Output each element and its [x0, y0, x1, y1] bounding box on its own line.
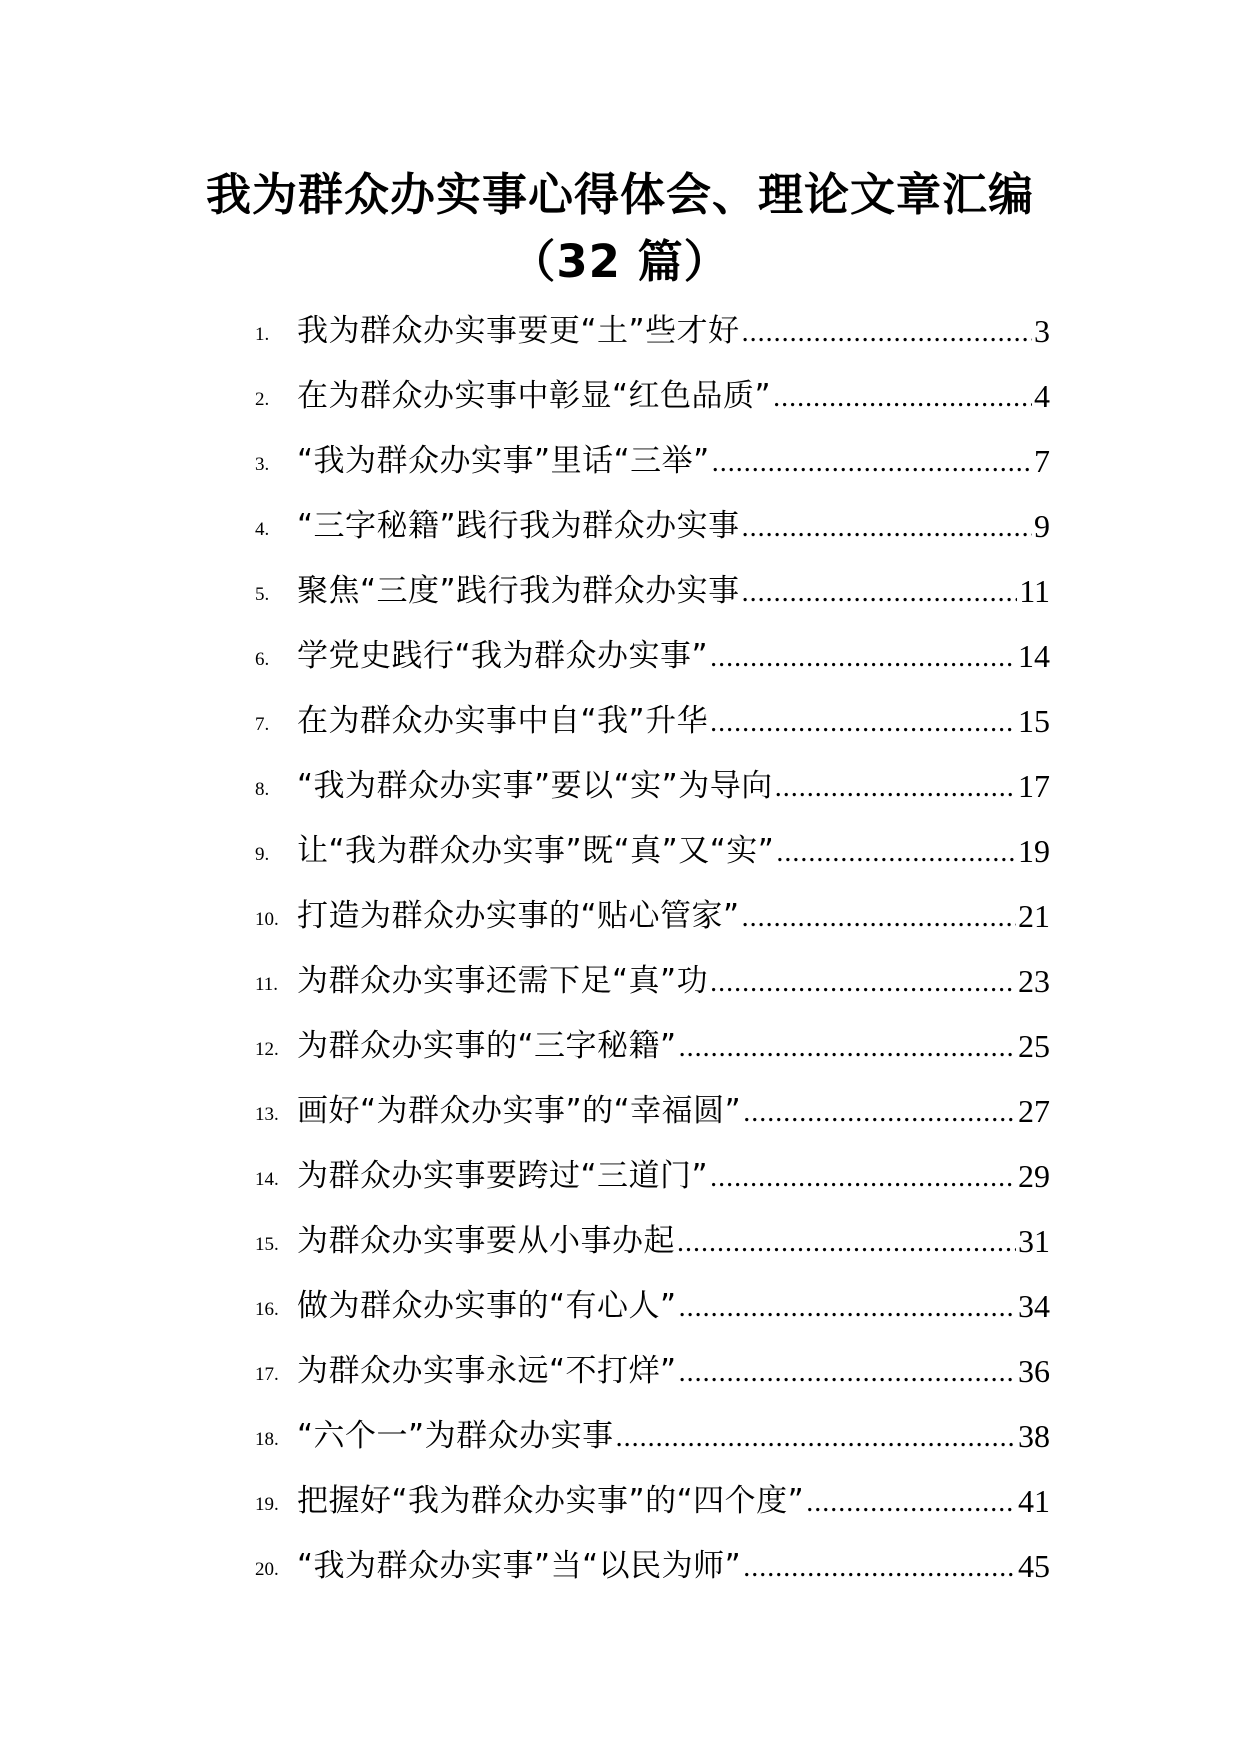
- toc-leader-dots: [742, 309, 1032, 353]
- toc-leader-dots: [679, 1024, 1016, 1068]
- toc-entry-10[interactable]: [255, 883, 1050, 948]
- toc-entry-page: 4: [1034, 377, 1050, 414]
- toc-entry-9[interactable]: [255, 818, 1050, 883]
- toc-entry-11[interactable]: [255, 948, 1050, 1013]
- toc-entry-number: 11.: [255, 973, 279, 995]
- toc-entry-13[interactable]: [255, 1078, 1050, 1143]
- toc-entry-page: 11: [1019, 572, 1050, 609]
- toc-entry-title: 把握好“我为群众办实事”的“四个度”: [297, 1482, 805, 1519]
- toc-entry-title: 学党史践行“我为群众办实事”: [297, 637, 709, 674]
- toc-entry-3[interactable]: [255, 428, 1050, 493]
- toc-leader-dots: [710, 1154, 1016, 1198]
- toc-entry-page: 36: [1018, 1352, 1050, 1389]
- toc-entry-number: 2.: [255, 388, 270, 410]
- toc-entry-page: 34: [1018, 1287, 1050, 1324]
- toc-entry-number: 15.: [255, 1233, 279, 1255]
- toc-entry-number: 17.: [255, 1363, 279, 1385]
- toc-entry-20[interactable]: [255, 1533, 1050, 1598]
- toc-entry-number: 3.: [255, 453, 270, 475]
- toc-entry-page: 21: [1018, 897, 1050, 934]
- toc-entry-title: “三字秘籍”践行我为群众办实事: [297, 507, 740, 544]
- toc-leader-dots: [677, 1219, 1016, 1263]
- toc-entry-15[interactable]: [255, 1208, 1050, 1273]
- toc-entry-title: 画好“为群众办实事”的“幸福圆”: [297, 1092, 742, 1129]
- toc-leader-dots: [775, 764, 1016, 808]
- toc-entry-title: 聚焦“三度”践行我为群众办实事: [297, 572, 740, 609]
- document-title: 我为群众办实事心得体会、理论文章汇编: [205, 168, 1034, 221]
- toc-leader-dots: [742, 894, 1016, 938]
- toc-entry-number: 16.: [255, 1298, 279, 1320]
- toc-entry-title: 为群众办实事还需下足“真”功: [297, 962, 709, 999]
- toc-entry-2[interactable]: [255, 363, 1050, 428]
- toc-leader-dots: [776, 829, 1016, 873]
- toc-entry-title: 为群众办实事永远“不打烊”: [297, 1352, 677, 1389]
- toc-entry-page: 27: [1018, 1092, 1050, 1129]
- toc-entry-number: 18.: [255, 1428, 279, 1450]
- toc-entry-number: 10.: [255, 908, 279, 930]
- toc-entry-page: 25: [1018, 1027, 1050, 1064]
- toc-entry-page: 9: [1034, 507, 1050, 544]
- toc-leader-dots: [712, 439, 1032, 483]
- toc-entry-title: 为群众办实事要从小事办起: [297, 1222, 675, 1259]
- document-subtitle: （32 篇）: [510, 235, 730, 288]
- toc-entry-4[interactable]: [255, 493, 1050, 558]
- toc-entry-title: 让“我为群众办实事”既“真”又“实”: [297, 832, 775, 869]
- toc-entry-7[interactable]: [255, 688, 1050, 753]
- toc-entry-title: “我为群众办实事”要以“实”为导向: [297, 767, 773, 804]
- toc-entry-number: 20.: [255, 1558, 279, 1580]
- toc-entry-page: 17: [1018, 767, 1050, 804]
- toc-entry-number: 14.: [255, 1168, 279, 1190]
- toc-leader-dots: [743, 1544, 1016, 1588]
- toc-entry-14[interactable]: [255, 1143, 1050, 1208]
- toc-entry-18[interactable]: [255, 1403, 1050, 1468]
- toc-entry-number: 12.: [255, 1038, 279, 1060]
- toc-entry-title: 在为群众办实事中彰显“红色品质”: [297, 377, 772, 414]
- toc-leader-dots: [710, 699, 1016, 743]
- toc-entry-page: 31: [1018, 1222, 1050, 1259]
- toc-entry-number: 4.: [255, 518, 270, 540]
- toc-entry-title: “我为群众办实事”里话“三举”: [297, 442, 710, 479]
- toc-leader-dots: [710, 959, 1016, 1003]
- toc-entry-16[interactable]: [255, 1273, 1050, 1338]
- toc-entry-title: 为群众办实事要跨过“三道门”: [297, 1157, 709, 1194]
- toc-entry-12[interactable]: [255, 1013, 1050, 1078]
- toc-entry-page: 15: [1018, 702, 1050, 739]
- toc-entry-number: 6.: [255, 648, 270, 670]
- toc-leader-dots: [742, 504, 1032, 548]
- toc-entry-6[interactable]: [255, 623, 1050, 688]
- toc-entry-17[interactable]: [255, 1338, 1050, 1403]
- toc-entry-1[interactable]: [255, 298, 1050, 363]
- toc-entry-page: 19: [1018, 832, 1050, 869]
- toc-entry-page: 45: [1018, 1547, 1050, 1584]
- toc-entry-title: 我为群众办实事要更“土”些才好: [297, 312, 740, 349]
- toc-leader-dots: [710, 634, 1016, 678]
- toc-entry-number: 9.: [255, 843, 270, 865]
- toc-entry-number: 8.: [255, 778, 270, 800]
- toc-entry-title: 做为群众办实事的“有心人”: [297, 1287, 677, 1324]
- toc-entry-number: 19.: [255, 1493, 279, 1515]
- toc-entry-number: 13.: [255, 1103, 279, 1125]
- toc-leader-dots: [679, 1349, 1016, 1393]
- toc-entry-title: 在为群众办实事中自“我”升华: [297, 702, 709, 739]
- toc-entry-page: 7: [1034, 442, 1050, 479]
- toc-entry-page: 38: [1018, 1417, 1050, 1454]
- toc-entry-19[interactable]: [255, 1468, 1050, 1533]
- toc-leader-dots: [743, 1089, 1016, 1133]
- toc-leader-dots: [806, 1479, 1016, 1523]
- toc-entry-title: “六个一”为群众办实事: [297, 1417, 614, 1454]
- toc-entry-page: 3: [1034, 312, 1050, 349]
- toc-entry-number: 5.: [255, 583, 270, 605]
- toc-entry-page: 14: [1018, 637, 1050, 674]
- toc-entry-number: 7.: [255, 713, 270, 735]
- toc-entry-title: 为群众办实事的“三字秘籍”: [297, 1027, 677, 1064]
- table-of-contents: [255, 298, 1050, 1598]
- toc-leader-dots: [742, 569, 1018, 613]
- toc-leader-dots: [616, 1414, 1016, 1458]
- toc-entry-title: 打造为群众办实事的“贴心管家”: [297, 897, 740, 934]
- toc-entry-5[interactable]: [255, 558, 1050, 623]
- toc-entry-number: 1.: [255, 323, 270, 345]
- toc-entry-page: 29: [1018, 1157, 1050, 1194]
- toc-entry-page: 23: [1018, 962, 1050, 999]
- toc-entry-page: 41: [1018, 1482, 1050, 1519]
- toc-entry-title: “我为群众办实事”当“以民为师”: [297, 1547, 742, 1584]
- toc-leader-dots: [679, 1284, 1016, 1328]
- toc-entry-8[interactable]: [255, 753, 1050, 818]
- toc-leader-dots: [773, 374, 1032, 418]
